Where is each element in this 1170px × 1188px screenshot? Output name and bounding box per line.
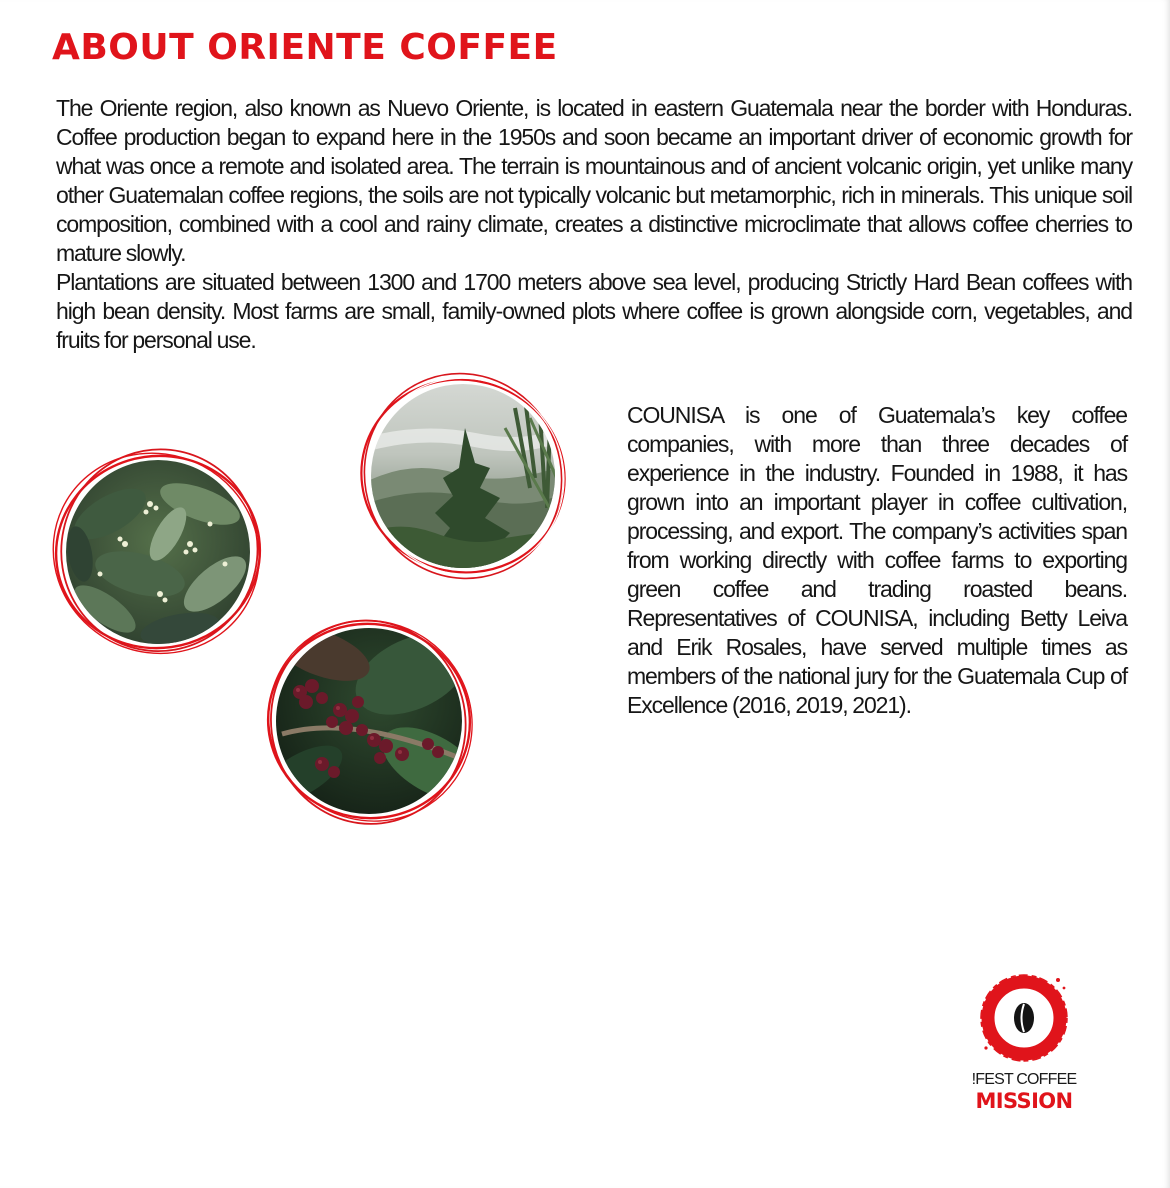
logo-mark	[976, 970, 1072, 1066]
counisa-paragraph: COUNISA is one of Guatemala’s key coffee companies, with more than three decades of experience in the industry. Founded in 1988, it has grown into an important player in coffee cultivation, processing, and export. The company’s activities span from working directly with coffee farms to exporting green coffee and trading roasted beans. Representatives of COUNISA, including Betty Leiva and Erik Rosales, have served multiple times as members of the national jury for the Guatemala Cup of Excellence (2016, 2019, 2021).	[627, 402, 1127, 718]
logo-text-fest-coffee: !FEST COFFEE	[971, 1071, 1077, 1088]
page-title: ABOUT ORIENTE COFFEE	[52, 27, 558, 68]
fest-coffee-mission-logo	[968, 970, 1080, 1120]
plantations-paragraph: Plantations are situated between 1300 and 1700 meters above sea level, producing Strictly Hard Bean coffees with high bean density. Most farms are small, family-owned plots where coffee is grown alongside corn, vegetables, and fruits for personal use.	[56, 269, 1132, 353]
intro-paragraph: The Oriente region, also known as Nuevo Oriente, is located in eastern Guatemala near the border with Honduras. Coffee production began to expand here in the 1950s and soon became an important driver of economic growth for what was once a remote and isolated area. The terrain is mountainous and of ancient volcanic origin, yet unlike many other Guatemalan coffee regions, the soils are not typically volcanic but metamorphic, rich in minerals. This unique soil composition, combined with a cool and rainy climate, creates a distinctive microclimate that allows coffee cherries to mature slowly.	[56, 95, 1132, 266]
coffee-bean-icon	[1014, 1003, 1034, 1033]
logo-text-mission: MISSION	[975, 1089, 1073, 1113]
coffee-cherries-photo	[262, 614, 476, 828]
misty-mountain-photo	[355, 368, 571, 584]
coffee-leaves-flowers-photo	[50, 444, 266, 660]
